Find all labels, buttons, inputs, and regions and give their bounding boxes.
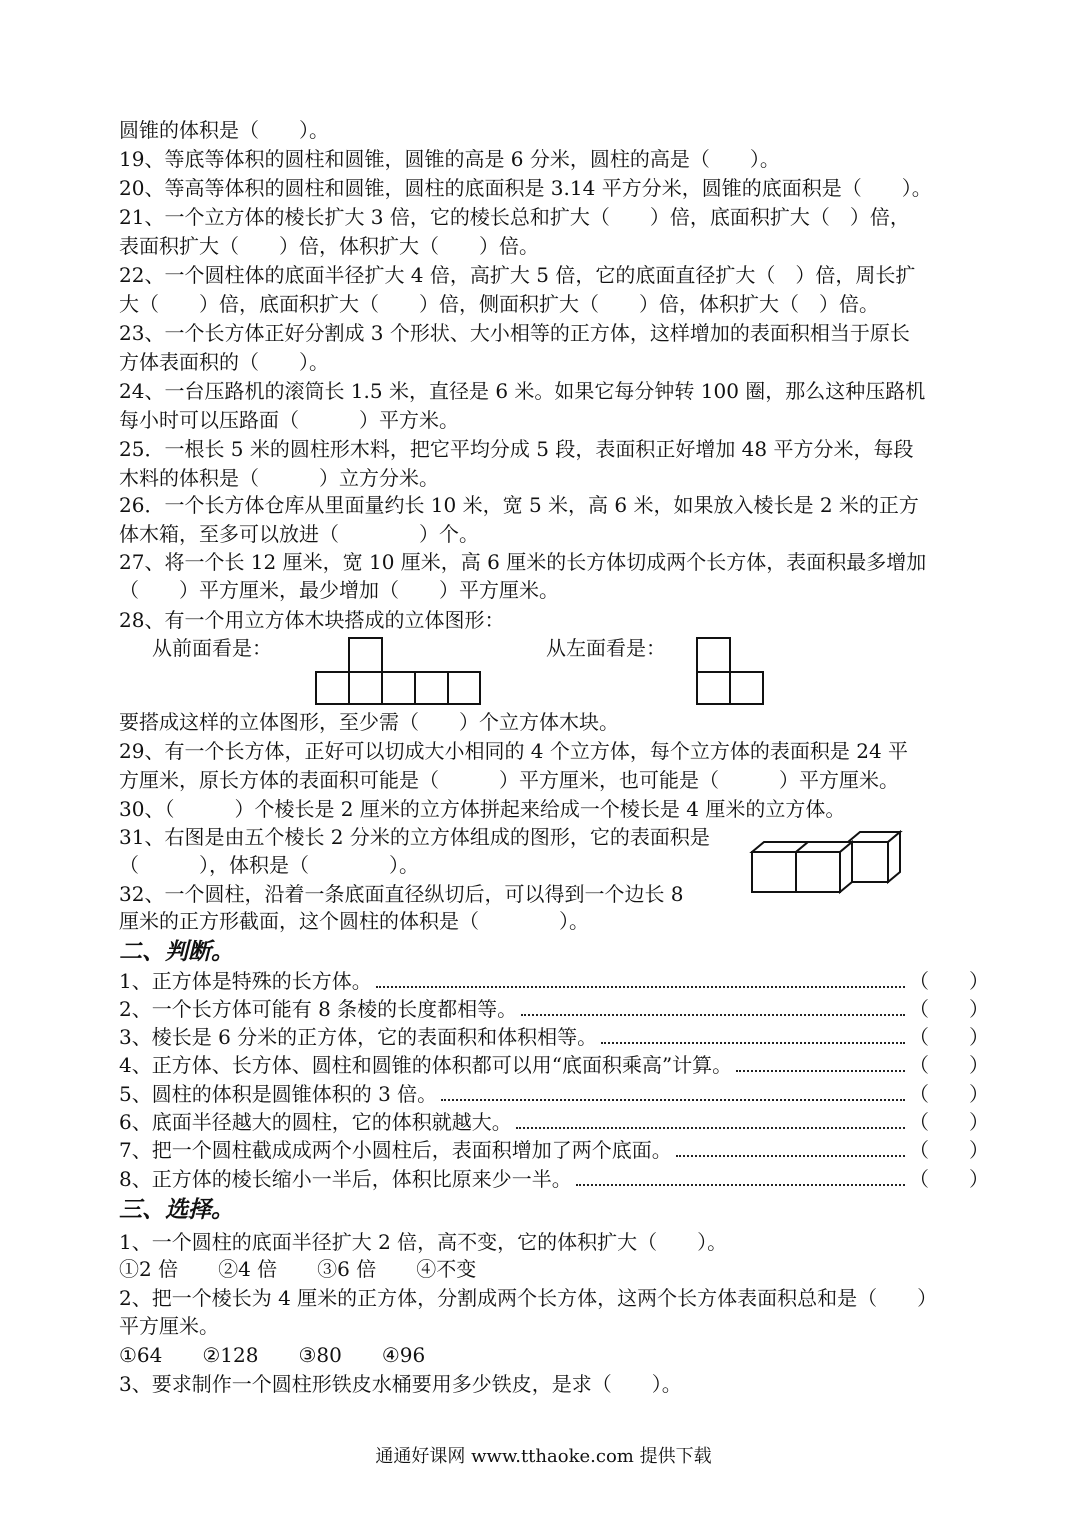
text-line: 圆锥的体积是（ ）。 [119, 118, 329, 142]
leader-dots [516, 1115, 905, 1129]
leader-dots [376, 974, 905, 988]
judgment-text: 8、正方体的棱长缩小一半后，体积比原来少一半。 [119, 1167, 572, 1191]
text-line: 表面积扩大（ ）倍，体积扩大（ ）倍。 [119, 234, 539, 258]
text-line: 体木箱，至多可以放进（ ）个。 [119, 522, 479, 546]
text-line: 25．一根长 5 米的圆柱形木料，把它平均分成 5 段，表面积正好增加 48 平方分米，每段 [119, 437, 914, 461]
answer-bracket: （ ） [909, 1167, 989, 1191]
text-line: 31、右图是由五个棱长 2 分米的立方体组成的图形，它的表面积是 [119, 825, 710, 849]
judgment-text: 6、底面半径越大的圆柱，它的体积就越大。 [119, 1110, 512, 1134]
text-line: 32、一个圆柱，沿着一条底面直径纵切后，可以得到一个边长 8 [119, 882, 684, 906]
judgment-item [119, 1136, 989, 1164]
judgment-text: 5、圆柱的体积是圆锥体积的 3 倍。 [119, 1082, 438, 1106]
text-line: 厘米的正方形截面，这个圆柱的体积是（ ）。 [119, 909, 589, 933]
text-line: 方体表面积的（ ）。 [119, 350, 329, 374]
page-footer: 通通好课网 www.tthaoke.com 提供下载 [375, 1446, 712, 1467]
text-line: 大（ ）倍，底面积扩大（ ）倍，侧面积扩大（ ）倍，体积扩大（ ）倍。 [119, 292, 879, 316]
leader-dots [736, 1058, 905, 1072]
options-line: ①2 倍 ②4 倍 ③6 倍 ④不变 [119, 1257, 477, 1281]
answer-bracket: （ ） [909, 1053, 989, 1077]
left-view-figure [696, 637, 764, 705]
judgment-item [119, 1165, 989, 1193]
leader-dots [576, 1172, 905, 1186]
judgment-text: 7、把一个圆柱截成成两个小圆柱后，表面积增加了两个底面。 [119, 1138, 672, 1162]
judgment-text: 3、棱长是 6 分米的正方体，它的表面积和体积相等。 [119, 1025, 598, 1049]
text-line: 要搭成这样的立体图形，至少需（ ）个立方体木块。 [119, 710, 619, 734]
text-line: 1、一个圆柱的底面半径扩大 2 倍，高不变，它的体积扩大（ ）。 [119, 1230, 728, 1254]
text-line: 23、一个长方体正好分割成 3 个形状、大小相等的正方体，这样增加的表面积相当于原长 [119, 321, 910, 345]
front-view-figure [315, 637, 481, 705]
text-line: 每小时可以压路面（ ）平方米。 [119, 408, 459, 432]
text-line: （ ）平方厘米，最少增加（ ）平方厘米。 [119, 578, 559, 602]
judgment-item [119, 967, 989, 995]
judgment-item [119, 1023, 989, 1051]
text-line: 29、有一个长方体，正好可以切成大小相同的 4 个立方体，每个立方体的表面积是 24 平 [119, 739, 909, 763]
section-heading-choice: 三、选择。 [119, 1196, 234, 1223]
judgment-item [119, 1051, 989, 1079]
leader-dots [521, 1002, 905, 1016]
text-line: 3、要求制作一个圆柱形铁皮水桶要用多少铁皮，是求（ ）。 [119, 1372, 682, 1396]
answer-bracket: （ ） [909, 1025, 989, 1049]
text-line: 木料的体积是（ ）立方分米。 [119, 466, 439, 490]
answer-bracket: （ ） [909, 1082, 989, 1106]
cubes-3d-figure [748, 828, 908, 898]
text-line: 22、一个圆柱体的底面半径扩大 4 倍，高扩大 5 倍，它的底面直径扩大（ ）倍，周长扩 [119, 263, 916, 287]
text-line: 19、等底等体积的圆柱和圆锥，圆锥的高是 6 分米，圆柱的高是（ ）。 [119, 147, 780, 171]
answer-bracket: （ ） [909, 1110, 989, 1134]
section-heading-judgment: 二、判断。 [119, 938, 234, 965]
judgment-item [119, 1108, 989, 1136]
judgment-item [119, 995, 989, 1023]
text-line: （ ），体积是（ ）。 [119, 853, 419, 877]
options-line: ①64 ②128 ③80 ④96 [119, 1343, 426, 1367]
judgment-text: 2、一个长方体可能有 8 条棱的长度都相等。 [119, 997, 518, 1021]
text-line: 30、（ ）个棱长是 2 厘米的立方体拼起来给成一个棱长是 4 厘米的立方体。 [119, 797, 846, 821]
leader-dots [601, 1030, 905, 1044]
text-line: 28、有一个用立方体木块搭成的立体图形： [119, 608, 505, 632]
answer-bracket: （ ） [909, 1138, 989, 1162]
judgment-item [119, 1080, 989, 1108]
text-line: 方厘米，原长方体的表面积可能是（ ）平方厘米，也可能是（ ）平方厘米。 [119, 768, 899, 792]
judgment-text: 4、正方体、长方体、圆柱和圆锥的体积都可以用“底面积乘高”计算。 [119, 1053, 733, 1077]
text-line: 24、一台压路机的滚筒长 1.5 米，直径是 6 米。如果它每分钟转 100 圈，那么这种压路机 [119, 379, 926, 403]
front-view-label: 从前面看是： [152, 636, 272, 660]
text-line: 27、将一个长 12 厘米，宽 10 厘米，高 6 厘米的长方体切成两个长方体，表面积最多增加 [119, 550, 927, 574]
answer-bracket: （ ） [909, 969, 989, 993]
left-view-label: 从左面看是： [546, 636, 666, 660]
judgment-text: 1、正方体是特殊的长方体。 [119, 969, 372, 993]
leader-dots [441, 1087, 905, 1101]
leader-dots [676, 1143, 905, 1157]
text-line: 平方厘米。 [119, 1314, 219, 1338]
answer-bracket: （ ） [909, 997, 989, 1021]
text-line: 21、一个立方体的棱长扩大 3 倍，它的棱长总和扩大（ ）倍，底面积扩大（ ）倍， [119, 205, 910, 229]
text-line: 2、把一个棱长为 4 厘米的正方体，分割成两个长方体，这两个长方体表面积总和是（ ） [119, 1286, 938, 1310]
text-line: 26．一个长方体仓库从里面量约长 10 米，宽 5 米，高 6 米，如果放入棱长是 2 米的正方 [119, 493, 919, 517]
text-line: 20、等高等体积的圆柱和圆锥，圆柱的底面积是 3.14 平方分米，圆锥的底面积是（ ）。 [119, 176, 932, 200]
